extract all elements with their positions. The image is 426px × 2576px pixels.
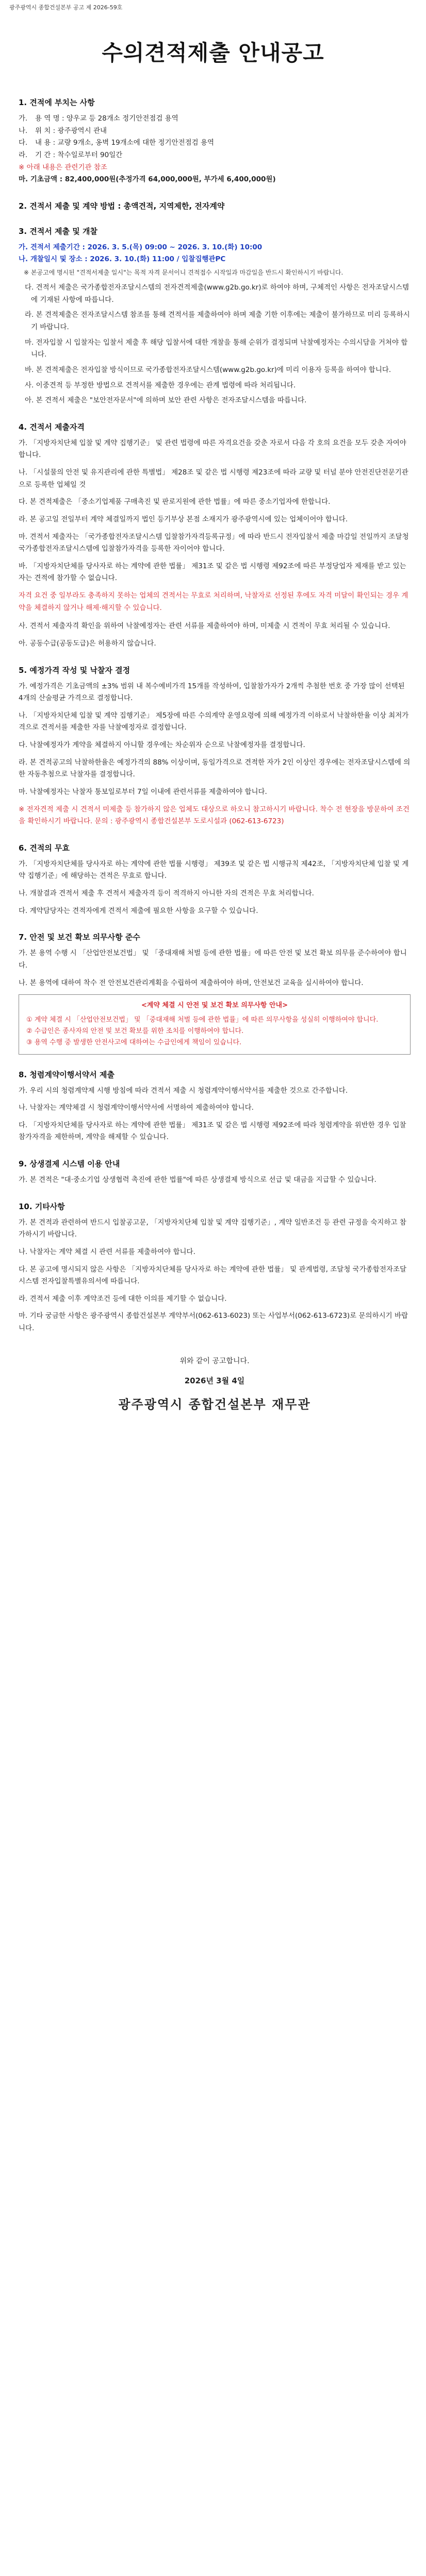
s10-para-2: 나. 낙찰자는 계약 체결 시 관련 서류를 제출하여야 합니다.	[19, 1247, 195, 1256]
safety-box-line-2: ② 수급인은 종사자의 안전 및 보건 확보를 위한 조치를 이행하여야 합니다.	[26, 1027, 244, 1036]
s1-row-3-key: 다.	[19, 139, 28, 147]
s3-bullet-2: 다. 견적서 제출은 국가종합전자조달시스템의 전자견적제출(www.g2b.go.kr)로 하여야 하며, 구체적인 사항은 전자조달시스템에 기재된 사항에 따릅니다.	[25, 283, 409, 304]
s3-bullet-6: 사. 이중견적 등 부정한 방법으로 견적서를 제출한 경우에는 관계 법령에 따라 처리됩니다.	[25, 381, 296, 389]
section-9-title: 9. 상생결제 시스템 이용 안내	[19, 1159, 120, 1169]
s4-para-8: 아. 공동수급(공동도급)은 허용하지 않습니다.	[19, 639, 156, 648]
s3-bullet-1: ※ 본공고에 명시된 "견적서제출 일시"는 목적 자격 문서이니 견적접수 시작일과 마감일을 반드시 확인하시기 바랍니다.	[24, 269, 343, 276]
s4-para-7: 사. 견적서 제출자격 확인을 위하여 낙찰예정자는 관련 서류를 제출하여야 하며, 미제출 시 견적이 무효 처리될 수 있습니다.	[19, 622, 390, 631]
s4-para-3: 다. 본 견적제출은 「중소기업제품 구매촉진 및 판로지원에 관한 법률」에 따른 중소기업자에 한합니다.	[19, 498, 331, 506]
s6-para-3: 다. 계약담당자는 견적자에게 견적서 제출에 필요한 사항을 요구할 수 있습니다.	[19, 906, 258, 915]
page-title: 수의견적제출 안내공고	[102, 40, 324, 65]
section-7-title: 7. 안전 및 보건 확보 의무사항 준수	[19, 933, 140, 942]
s3-bullet-7: 아. 본 견적서 제출은 "보안전자문서"에 의하며 보안 관련 사항은 전자조달시스템을 따릅니다.	[25, 396, 307, 405]
s5-para-4: 라. 본 견적공고의 낙찰하한율은 예정가격의 88% 이상이며, 동일가격으로 견적한 자가 2인 이상인 경우에는 전자조달시스템에 의한 자동추첨으로 낙찰자를 결정합니다.	[19, 758, 411, 779]
s9-para-1: 가. 본 견적은 "대·중소기업 상생협력 촉진에 관한 법률"에 따른 상생결제 방식으로 선급 및 대금을 지급할 수 있습니다.	[19, 1176, 376, 1184]
s6-para-1: 가. 「지방자치단체를 당사자로 하는 계약에 관한 법률 시행령」 제39조 및 같은 법 시행규칙 제42조, 「지방자치단체 입찰 및 계약 집행기준」에 해당하는 견적은 무효로 합니다.	[19, 859, 409, 880]
s10-para-3: 다. 본 공고에 명시되지 않은 사항은 「지방자치단체를 당사자로 하는 계약에 관한 법률」 및 관계법령, 조달청 국가종합전자조달시스템 전자입찰특별유의서에 따릅니다.	[19, 1265, 406, 1286]
section-1-title: 1. 견적에 부치는 사항	[19, 98, 95, 107]
s1-row-1-val: 용 역 명 : 양우교 등 28개소 정기안전점검 용역	[35, 114, 178, 123]
section-2-title: 2. 견적서 제출 및 계약 방법 : 총액견적, 지역제한, 전자계약	[19, 201, 225, 211]
section-4-title: 4. 견적서 제출자격	[19, 422, 85, 432]
notice-number: 광주광역시 종합건설본부 공고 제 2026-59호	[9, 4, 123, 11]
section-3-title: 3. 견적서 제출 및 개찰	[19, 226, 97, 236]
s1-note: ※ 아래 내용은 관련기관 참조	[19, 163, 107, 172]
s5-para-2: 나. 「지방자치단체 입찰 및 계약 집행기준」 제5장에 따른 수의계약 운영요령에 의해 예정가격 이하로서 낙찰하한율 이상 최저가격으로 견적서를 제출한 자를 낙찰예정자로 결정합니다.	[19, 711, 409, 732]
s3-bullet-5: 바. 본 견적제출은 전자입찰 방식이므로 국가종합전자조달시스템(www.g2b.go.kr)에 미리 이용자 등록을 하여야 합니다.	[25, 365, 391, 374]
s10-para-4: 라. 견적서 제출 이후 계약조건 등에 대한 이의를 제기할 수 없습니다.	[19, 1294, 227, 1303]
s1-row-2-key: 나.	[19, 126, 28, 135]
s4-para-2: 나. 「시설물의 안전 및 유지관리에 관한 특별법」 제28조 및 같은 법 시행령 제23조에 따라 교량 및 터널 분야 안전진단전문기관으로 등록한 업체일 것	[19, 468, 408, 489]
s4-para-6: 바. 「지방자치단체를 당사자로 하는 계약에 관한 법률」 제31조 및 같은 법 시행령 제92조에 따른 부정당업자 제재를 받고 있는 자는 견적에 참가할 수 없습니다.	[19, 562, 406, 583]
closing	[19, 1355, 411, 1412]
s6-para-2: 나. 개찰결과 견적서 제출 후 견적서 제출자격 등이 적격하지 아니한 자의 견적은 무효 처리합니다.	[19, 889, 314, 898]
closing-notice: 위와 같이 공고합니다.	[179, 1357, 250, 1365]
section-6-title: 6. 견적의 무효	[19, 843, 70, 853]
s1-row-1-key: 가.	[19, 114, 28, 123]
safety-box-line-3: ③ 용역 수행 중 발생한 안전사고에 대하여는 수급인에게 책임이 있습니다.	[26, 1039, 242, 1047]
s3-row-1-text: 가. 견적서 제출기간 : 2026. 3. 5.(목) 09:00 ~ 2026. 3. 10.(화) 10:00	[19, 243, 263, 251]
safety-box-line-1: ① 계약 체결 시 「산업안전보건법」 및 「중대재해 처벌 등에 관한 법률」에 따른 의무사항을 성실히 이행하여야 합니다.	[26, 1016, 379, 1024]
section-10-title: 10. 기타사항	[19, 1201, 65, 1211]
s1-row-3	[19, 137, 411, 149]
s4-para-1: 가. 「지방자치단체 입찰 및 계약 집행기준」 및 관련 법령에 따른 자격요건을 갖춘 자로서 다음 각 호의 요건을 모두 갖춘 자여야 합니다.	[19, 438, 406, 460]
closing-date: 2026년 3월 4일	[184, 1376, 245, 1385]
s8-para-3: 다. 「지방자치단체를 당사자로 하는 계약에 관한 법률」 제31조 및 같은 법 시행령 제92조에 따라 청렴계약을 위반한 경우 입찰참가자격을 제한하며, 계약을 해제할 수 있습니다.	[19, 1121, 406, 1142]
s4-para-5: 마. 견적서 제출자는 「국가종합전자조달시스템 입찰참가자격등록규정」에 따라 반드시 전자입찰서 제출 마감일 전일까지 조달청 국가종합전자조달시스템에 입찰참가자격을 등록한 자이어야 합니다.	[19, 532, 409, 553]
issuing-organization: 광주광역시 종합건설본부 재무관	[118, 1397, 311, 1412]
section-5-title: 5. 예정가격 작성 및 낙찰자 결정	[19, 665, 130, 675]
s1-row-1	[19, 113, 411, 125]
content	[19, 82, 411, 1412]
s5-para-1: 가. 예정가격은 기초금액의 ±3% 범위 내 복수예비가격 15개를 작성하여, 입찰참가자가 2개씩 추첨한 번호 중 가장 많이 선택된 4개의 산술평균 가격으로 결정합니다.	[19, 682, 405, 703]
section-8-title: 8. 청렴계약이행서약서 제출	[19, 1070, 114, 1079]
s3-row-1	[19, 242, 411, 254]
s5-para-5: 마. 낙찰예정자는 낙찰자 통보일로부터 7일 이내에 관련서류를 제출하여야 합니다.	[19, 787, 267, 796]
s1-row-4-key: 라.	[19, 150, 28, 159]
s4-para-4: 라. 본 공고일 전일부터 계약 체결일까지 법인 등기부상 본점 소재지가 광주광역시에 있는 업체이어야 합니다.	[19, 515, 348, 523]
s3-row-2-text: 나. 개찰일시 및 장소 : 2026. 3. 10.(화) 11:00 / 입찰집행관PC	[19, 255, 226, 264]
s1-budget: 마. 기초금액 : 82,400,000원(추정가격 64,000,000원, 부가세 6,400,000원)	[19, 175, 276, 184]
s1-row-3-val: 내 용 : 교량 9개소, 옹벽 19개소에 대한 정기안전점검 용역	[35, 139, 215, 147]
s1-row-2-val: 위 치 : 광주광역시 관내	[35, 126, 107, 135]
s5-red-notice: ※ 전자견적 제출 시 견적서 미제출 등 참가하지 않은 업체도 대상으로 하오니 참고하시기 바랍니다. 착수 전 현장을 방문하여 조건을 확인하시기 바랍니다. 문의 : 광주광역시 종합건설본부 도로시설과 (062-613-6723)	[19, 805, 409, 826]
s3-row-2	[19, 253, 411, 266]
s10-para-5: 마. 기타 궁금한 사항은 광주광역시 종합건설본부 계약부서(062-613-6023) 또는 사업부서(062-613-6723)로 문의하시기 바랍니다.	[19, 1312, 408, 1333]
s5-para-3: 다. 낙찰예정자가 계약을 체결하지 아니할 경우에는 차순위자 순으로 낙찰예정자를 결정합니다.	[19, 741, 305, 750]
s10-para-1: 가. 본 견적과 관련하여 반드시 입찰공고문, 「지방자치단체 입찰 및 계약 집행기준」, 계약 일반조건 등 관련 규정을 숙지하고 참가하시기 바랍니다.	[19, 1218, 406, 1239]
safety-box-title: <계약 체결 시 안전 및 보건 확보 의무사항 안내>	[141, 1002, 288, 1010]
s8-para-1: 가. 우리 시의 청렴계약제 시행 방침에 따라 견적서 제출 시 청렴계약이행서약서를 제출한 것으로 간주합니다.	[19, 1086, 348, 1095]
s1-row-2	[19, 125, 411, 138]
s7-para-2: 나. 본 용역에 대하여 착수 전 안전보건관리계획을 수립하여 제출하여야 하며, 안전보건 교육을 실시하여야 합니다.	[19, 978, 364, 987]
s7-para-1: 가. 본 용역 수행 시 「산업안전보건법」 및 「중대재해 처벌 등에 관한 법률」에 따른 안전 및 보건 확보 의무를 준수하여야 합니다.	[19, 949, 407, 970]
s3-bullet-3: 라. 본 견적제출은 전자조달시스템 참조를 통해 견적서를 제출하여야 하며 제출 기한 이후에는 제출이 불가하므로 미리 등록하시기 바랍니다.	[25, 311, 410, 332]
s1-row-4-val: 기 간 : 착수일로부터 90일간	[35, 150, 123, 159]
s1-row-4	[19, 149, 411, 162]
safety-box	[19, 994, 411, 1054]
s4-red-notice: 자격 요건 중 일부라도 충족하지 못하는 업체의 견적서는 무효로 처리하며, 낙찰자로 선정된 후에도 자격 미달이 확인되는 경우 계약을 체결하지 않거나 해제·해지할 수 있습니다.	[19, 591, 408, 612]
s3-bullet-4: 마. 전자입찰 시 입찰자는 입찰서 제출 후 해당 입찰서에 대한 개찰을 통해 순위가 결정되며 낙찰예정자는 수의시담을 거쳐야 합니다.	[25, 338, 408, 359]
s8-para-2: 나. 낙찰자는 계약체결 시 청렴계약이행서약서에 서명하여 제출하여야 합니다.	[19, 1104, 254, 1112]
